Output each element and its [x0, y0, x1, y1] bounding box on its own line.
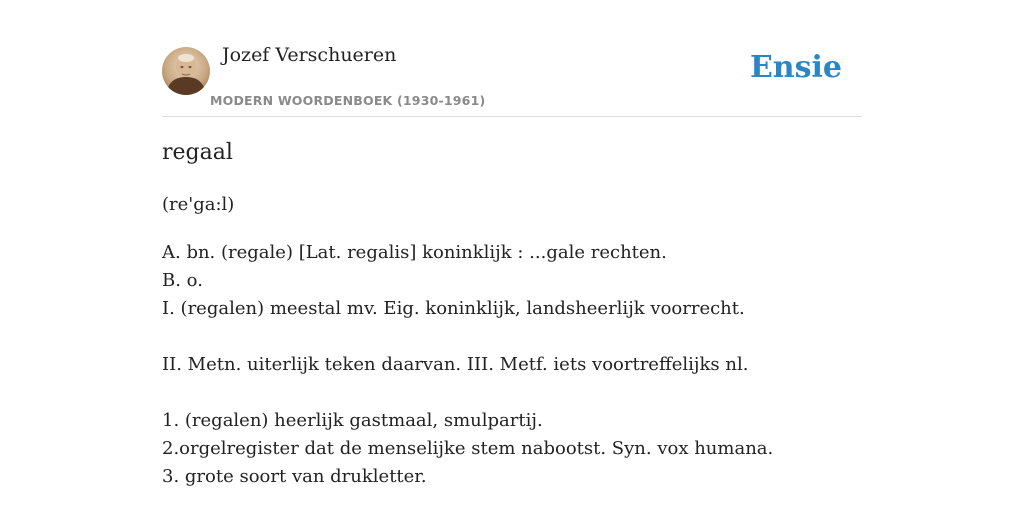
author-avatar[interactable] — [162, 47, 210, 95]
definition-line: B. o. — [162, 270, 203, 291]
author-name[interactable]: Jozef Verschueren — [222, 44, 397, 66]
definition-line: 1. (regalen) heerlijk gastmaal, smulpartij. — [162, 410, 543, 431]
portrait-icon — [162, 47, 210, 95]
definition-line: II. Metn. uiterlijk teken daarvan. III. Metf. iets voortreffelijks nl. — [162, 354, 749, 375]
definition-line: 2.orgelregister dat de menselijke stem nabootst. Syn. vox humana. — [162, 438, 774, 459]
definition-line: 3. grote soort van drukletter. — [162, 466, 427, 487]
dictionary-name[interactable]: MODERN WOORDENBOEK (1930-1961) — [210, 93, 486, 108]
definition-text — [162, 239, 862, 491]
entry-header — [162, 0, 862, 117]
pronunciation: (re'ga:l) — [162, 194, 235, 215]
entry-card — [162, 0, 862, 512]
ensie-logo[interactable]: Ensie — [749, 50, 842, 85]
definition-line — [162, 323, 862, 351]
definition-line: I. (regalen) meestal mv. Eig. koninklijk, landsheerlijk voorrecht. — [162, 298, 745, 319]
entry-term: regaal — [162, 140, 233, 165]
definition-line — [162, 379, 862, 407]
definition-line: A. bn. (regale) [Lat. regalis] koninklijk : ...gale rechten. — [162, 242, 667, 263]
